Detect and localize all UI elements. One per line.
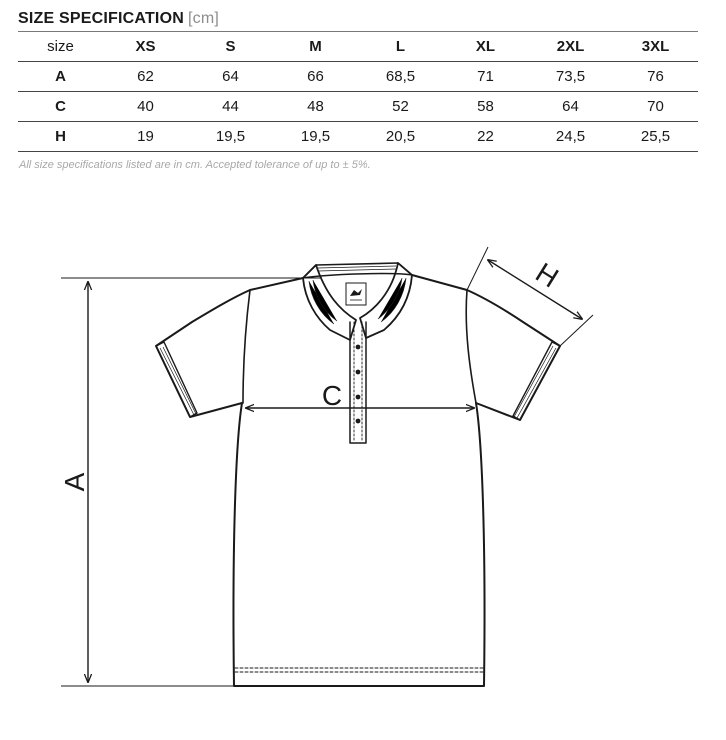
table-cell: 25,5 xyxy=(640,128,671,145)
table-cell: 19,5 xyxy=(215,128,246,145)
header-s: S xyxy=(225,38,236,55)
brand-logo-icon xyxy=(346,283,366,305)
heading-title: SIZE SPECIFICATION xyxy=(18,10,184,27)
header-3xl: 3XL xyxy=(641,38,670,55)
dimension-label-c: C xyxy=(321,380,343,411)
dimension-label-h: H xyxy=(530,256,564,294)
table-cell: 40 xyxy=(137,98,154,115)
table-cell: 76 xyxy=(647,68,664,85)
table-cell: 68,5 xyxy=(385,68,416,85)
table-cell: 44 xyxy=(222,98,239,115)
table-cell: 66 xyxy=(307,68,324,85)
table-cell: 71 xyxy=(477,68,494,85)
table-cell: 19,5 xyxy=(300,128,331,145)
row-label: C xyxy=(55,98,66,115)
table-cell: 70 xyxy=(647,98,664,115)
table-cell: 64 xyxy=(562,98,579,115)
table-cell: 19 xyxy=(137,128,154,145)
table-cell: 52 xyxy=(392,98,409,115)
header-xl: XL xyxy=(475,38,496,55)
dimension-label-a: A xyxy=(59,472,90,492)
header-m: M xyxy=(309,38,322,55)
polo-shirt-icon xyxy=(156,263,560,686)
header-2xl: 2XL xyxy=(556,38,585,55)
header-size: size xyxy=(47,38,74,55)
table-cell: 73,5 xyxy=(555,68,586,85)
table-cell: 58 xyxy=(477,98,494,115)
table-cell: 48 xyxy=(307,98,324,115)
table-cell: 20,5 xyxy=(385,128,416,145)
table-cell: 24,5 xyxy=(555,128,586,145)
header-l: L xyxy=(395,38,406,55)
row-label: H xyxy=(55,128,66,145)
row-label: A xyxy=(55,68,66,85)
table-cell: 62 xyxy=(137,68,154,85)
table-cell: 22 xyxy=(477,128,494,145)
header-xs: XS xyxy=(135,38,156,55)
heading-unit: [cm] xyxy=(187,10,220,27)
table-cell: 64 xyxy=(222,68,239,85)
buttons xyxy=(356,345,361,424)
tolerance-note: All size specifications listed are in cm. Accepted tolerance of up to ± 5%. xyxy=(19,159,371,171)
